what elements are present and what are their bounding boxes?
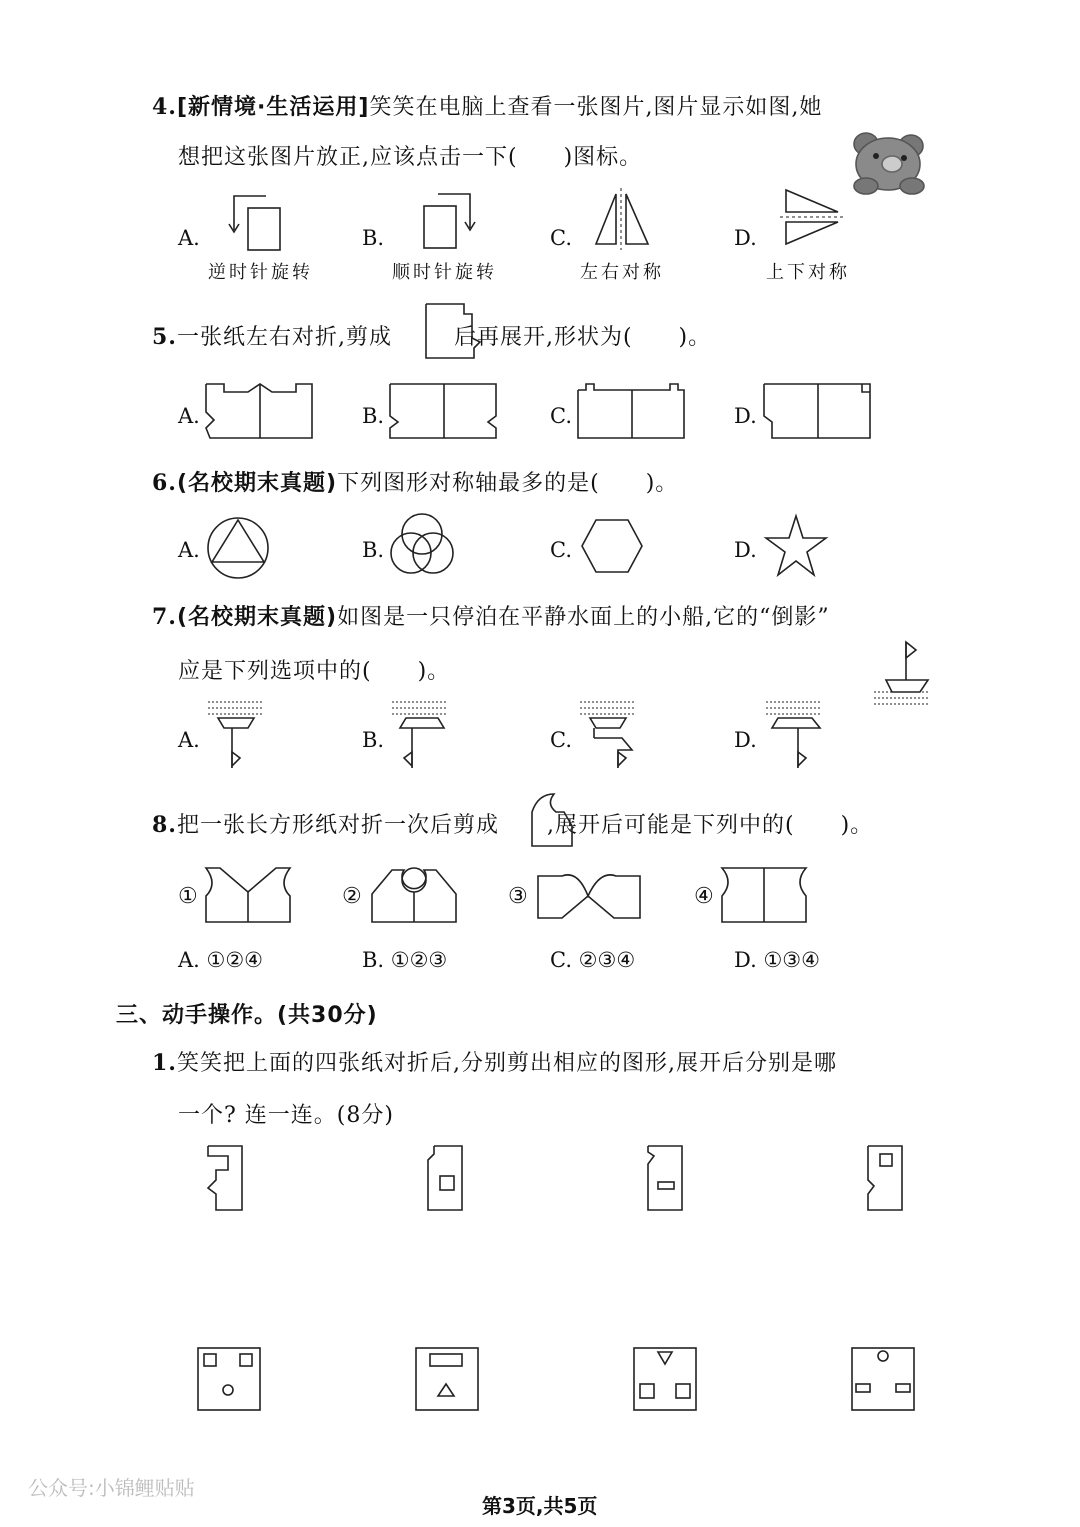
q8-answer-a[interactable]: A. ①②④ [178,948,263,972]
q7-text-2a: 应是下列选项中的( [178,659,372,684]
q4-tag: [新情境·生活运用] [176,95,370,120]
q4-option-c[interactable]: C. [550,226,572,250]
q7-line1 [152,600,830,631]
q4-number: 4. [152,94,177,120]
three-circles-shape [388,510,456,578]
q4-caption-d: 上下对称 [766,262,850,283]
q7-text-1: 如图是一只停泊在平静水面上的小船,它的“倒影” [337,605,830,630]
q7-option-b[interactable]: B. [362,728,385,752]
q8-shape-3 [534,866,644,926]
q8-figure-2: ② [342,884,362,909]
s3-q1-line2 [178,1098,394,1129]
q5-shape-c [576,382,688,442]
q4-option-b[interactable]: B. [362,226,385,250]
q6-option-b[interactable]: B. [362,538,385,562]
q4-option-d[interactable]: D. [734,226,757,250]
q4-caption-b: 顺时针旋转 [392,262,497,283]
watermark: 公众号:小锦鲤贴贴 [28,1476,195,1500]
q4-line2 [178,140,642,171]
q7-option-a[interactable]: A. [178,728,200,752]
q5-text-a: 一张纸左右对折,剪成 [176,325,392,350]
q7-option-c[interactable]: C. [550,728,572,752]
q6-number: 6. [152,470,177,496]
unfolded-paper-2[interactable] [414,1346,480,1412]
q4-text-2a: 想把这张图片放正,应该点击一下( [178,145,518,170]
q8-answer-d[interactable]: D. ①③④ [734,948,820,972]
q7-text-2b: )。 [417,659,451,684]
q4-caption-a: 逆时针旋转 [208,262,313,283]
q5-option-d[interactable]: D. [734,404,757,428]
q5-text-b: 后再展开,形状为( [453,325,633,350]
circle-triangle-shape [206,516,270,580]
clockwise-rotate-icon[interactable] [420,188,480,248]
q5-shape-d [762,382,874,442]
s3-q1-text-1: 笑笑把上面的四张纸对折后,分别剪出相应的图形,展开后分别是哪 [176,1051,837,1076]
q8-text-a: 把一张长方形纸对折一次后剪成 [176,813,499,838]
q5-text-c: )。 [678,325,712,350]
q5-option-b[interactable]: B. [362,404,385,428]
q8-answer-c[interactable]: C. ②③④ [550,948,636,972]
q8-line [152,808,873,839]
q8-text-c: )。 [840,813,874,838]
teddy-bear-icon [846,126,936,196]
q4-caption-c: 左右对称 [580,262,664,283]
q6-text-a: 下列图形对称轴最多的是( [337,471,600,496]
hexagon-shape [580,518,644,576]
q4-text-2b: )图标。 [563,145,643,170]
q5-option-c[interactable]: C. [550,404,572,428]
q8-text-b: ,展开后可能是下列中的( [546,813,795,838]
q8-number: 8. [152,812,177,838]
q5-cut-shape [424,302,484,362]
q8-shape-1 [204,866,294,926]
q4-option-a[interactable]: A. [178,226,200,250]
q6-option-c[interactable]: C. [550,538,572,562]
unfolded-paper-4[interactable] [850,1346,916,1412]
q8-shape-2 [370,866,460,926]
q7-line2 [178,654,450,685]
q5-option-a[interactable]: A. [178,404,200,428]
folded-paper-2[interactable] [426,1144,466,1212]
q5-number: 5. [152,324,177,350]
vertical-flip-icon[interactable] [780,186,846,248]
q7-reflection-b [390,698,450,772]
q7-reflection-a [206,698,266,772]
folded-paper-4[interactable] [866,1144,906,1212]
s3-q1-number: 1. [152,1050,177,1076]
folded-paper-3[interactable] [646,1144,686,1212]
folded-paper-1[interactable] [206,1144,246,1212]
q8-shape-4 [720,866,810,926]
q6-line [152,466,678,497]
q6-option-d[interactable]: D. [734,538,757,562]
q6-option-a[interactable]: A. [178,538,200,562]
q7-tag: (名校期末真题) [176,605,338,630]
unfolded-paper-1[interactable] [196,1346,262,1412]
q6-tag: (名校期末真题) [176,471,338,496]
boat-picture [872,640,932,712]
q7-reflection-c [578,698,638,772]
q5-shape-a [204,382,314,442]
q8-figure-3: ③ [508,884,528,909]
q6-text-b: )。 [645,471,679,496]
q4-text-1: 笑笑在电脑上查看一张图片,图片显示如图,她 [369,95,823,120]
q5-shape-b [388,382,498,442]
s3-q1-line1 [152,1046,837,1077]
counterclockwise-rotate-icon[interactable] [226,188,286,248]
q4-line1 [152,90,822,121]
unfolded-paper-3[interactable] [632,1346,698,1412]
q8-figure-4: ④ [694,884,714,909]
q7-option-d[interactable]: D. [734,728,757,752]
horizontal-flip-icon[interactable] [592,188,652,250]
section-heading: 三、动手操作。(共30分) [116,1003,378,1028]
q8-answer-b[interactable]: B. ①②③ [362,948,448,972]
page-number: 第3页,共5页 [482,1494,598,1518]
q8-cut-shape [528,790,576,850]
q7-number: 7. [152,604,177,630]
star-shape [764,514,828,578]
s3-q1-text-2: 一个? 连一连。(8分) [178,1103,394,1128]
q7-reflection-d [764,698,824,772]
q8-figure-1: ① [178,884,198,909]
